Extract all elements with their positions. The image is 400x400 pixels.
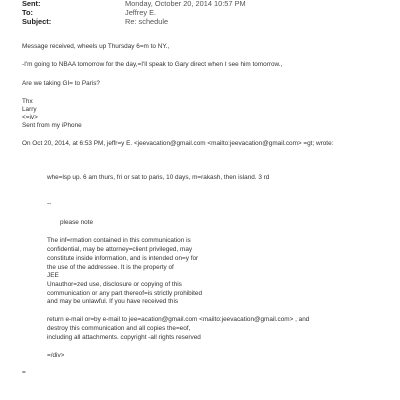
reply-line: Are we taking GI= to Paris? [22,80,100,87]
disclaimer-line: The inf=rmation contained in this communication is [47,237,191,244]
return-line: return e-mail or=by e-mail to jee=acation@gmail.com <mailto:jeevacation@gmail.com> , and [47,316,310,323]
disclaimer-line: and may be unlawful. If you have received this [47,298,179,305]
subject-row [22,17,168,26]
disclaimer-line: the use of the addressee. It is the property of [47,264,174,271]
reply-line: Sent from my iPhone [22,122,82,129]
reply-line: Message received, wheels up Thursday 6=m to NY., [22,43,170,50]
to-value: Jeffrey E. [125,8,157,17]
quoted-message: whe=lsp up. 6 am thurs, fri or sat to paris, 10 days, m=rakash, then island. 3 rd [47,174,270,181]
ellipsis: -- [47,200,52,207]
reply-line: Larry [22,106,37,113]
sent-label: Sent: [22,0,41,8]
reply-line: -I'm going to NBAA tomorrow for the day,=I'll speak to Gary direct when I see him tomorrow., [22,61,283,68]
closing-div: =/div> [47,352,65,359]
subject-label: Subject: [22,17,52,26]
please-note: please note [60,219,94,226]
disclaimer-line: communication or any part thereof=is strictly prohibited [47,290,203,297]
to-label: To: [22,8,33,17]
disclaimer-line: JEE [47,272,59,279]
trailing-mark: = [22,369,26,376]
reply-line: <=iv> [22,114,38,121]
to-row [22,8,156,17]
return-line: including all attachments. copyright -all rights reserved [47,334,201,341]
sent-value: Monday, October 20, 2014 10:57 PM [125,0,246,8]
return-line: destroy this communication and all copies the=eof, [47,325,191,332]
disclaimer-line: Unauthor=zed use, disclosure or copying of this [47,281,182,288]
disclaimer-line: constitute inside information, and is intended on=y for [47,255,199,262]
disclaimer-line: confidential, may be attorney=client privileged, may [47,246,193,253]
reply-line: Thx [22,98,33,105]
subject-value: Re: schedule [125,17,169,26]
sent-row [22,0,246,8]
reply-line: On Oct 20, 2014, at 6:53 PM, jeffr=y E. <jeevacation@gmail.com <mailto:jeevacation@gmail.com> =gt; wrote: [22,140,334,147]
